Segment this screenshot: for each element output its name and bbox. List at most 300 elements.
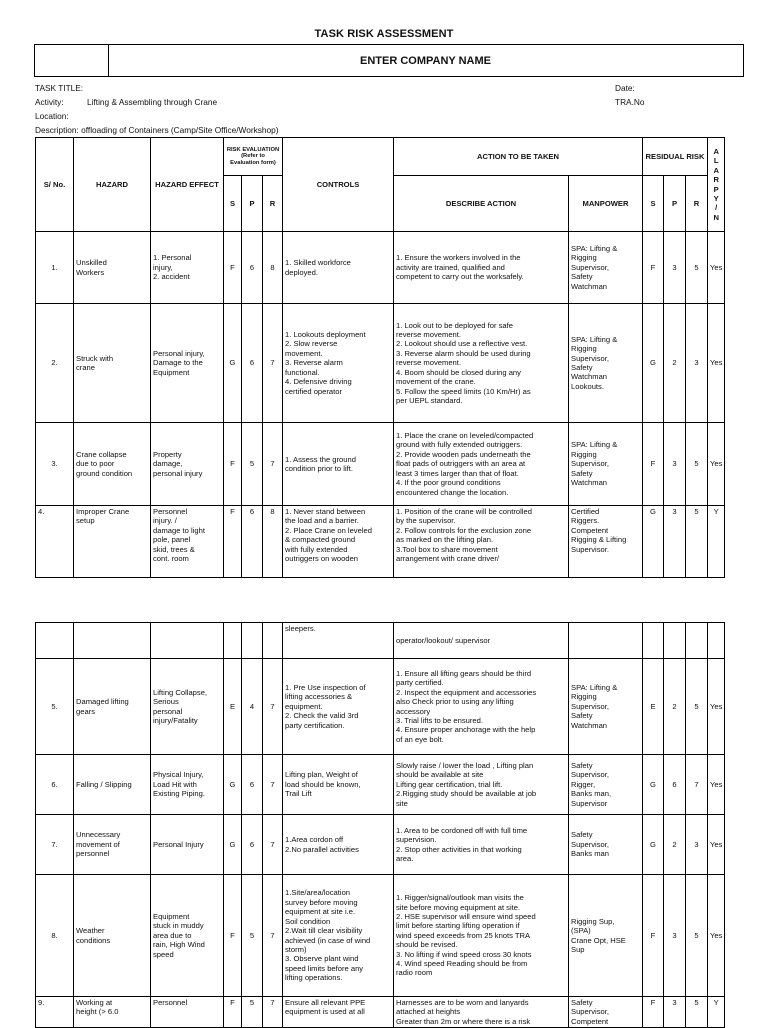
cell-manpower — [569, 815, 643, 875]
cell-rp: 2 — [664, 659, 686, 755]
controls-line: condition prior to lift. — [285, 464, 353, 473]
effect-line: Personal injury, — [153, 348, 205, 358]
effect-line: skid, trees & — [153, 544, 195, 554]
controls-line: outriggers on wooden — [285, 554, 359, 564]
controls-line: 2.No parallel activities — [285, 844, 359, 854]
action-line: Greater than 2m or where there is a risk — [396, 1016, 531, 1026]
company-header-box — [34, 44, 744, 77]
action-line: reverse movement. — [396, 330, 461, 340]
tra-no-label: TRA.No — [615, 97, 645, 107]
cell-alarp: Yes — [708, 755, 725, 815]
action-line: 3.Tool box to share movement — [396, 544, 498, 554]
action-line: movement of the crane. — [396, 377, 476, 387]
manpower-line: Watchman — [571, 478, 608, 488]
header-action-to-be-taken: ACTION TO BE TAKEN — [394, 138, 643, 176]
header-hazard-effect: HAZARD EFFECT — [151, 138, 224, 232]
manpower-line: Safety — [571, 760, 593, 770]
cell-r: 7 — [263, 997, 283, 1028]
cell-alarp: Yes — [708, 815, 725, 875]
cell-rr: 5 — [686, 875, 708, 997]
effect-line: stuck in muddy — [153, 921, 204, 931]
cell-hazard — [74, 304, 151, 423]
header-p: P — [242, 176, 263, 232]
manpower-line: Safety — [571, 468, 593, 478]
effect-line: injury, — [153, 262, 173, 272]
cell-rs: E — [643, 659, 664, 755]
activity-label: Activity: — [35, 97, 64, 107]
cell-controls — [283, 232, 394, 304]
cell-rs: F — [643, 997, 664, 1028]
controls-line: Soil condition — [285, 916, 331, 926]
cell-rr: 7 — [686, 755, 708, 815]
controls-line: 1.Site/area/location — [285, 888, 351, 898]
cell-alarp: Yes — [708, 875, 725, 997]
cell-controls — [283, 755, 394, 815]
effect-line: personal — [153, 706, 183, 716]
manpower-line: (SPA) — [571, 926, 591, 936]
cell-rr: 5 — [686, 659, 708, 755]
manpower-line: SPA: Lifting & — [571, 682, 618, 692]
cell-rs: F — [643, 232, 664, 304]
cell-effect — [151, 875, 224, 997]
action-line: supervision. — [396, 835, 437, 845]
table-row — [36, 997, 725, 1028]
cell-rp: 3 — [664, 875, 686, 997]
controls-line: 1. Lookouts deployment — [285, 330, 366, 340]
manpower-line: Rigging — [571, 449, 597, 459]
cell-manpower — [569, 506, 643, 578]
manpower-line: Safety — [571, 711, 593, 721]
action-line: site — [396, 798, 408, 808]
action-line: per UEPL standard. — [396, 395, 463, 405]
cell-manpower — [569, 997, 643, 1028]
manpower-line: Supervisor — [571, 798, 608, 808]
action-line: radio room — [396, 968, 433, 978]
cell-action — [394, 815, 569, 875]
hazard-line: Unnecessary — [76, 830, 121, 840]
table-row — [36, 659, 725, 755]
effect-line: Existing Piping. — [153, 789, 205, 799]
controls-line: lifting operations. — [285, 973, 343, 983]
cell-effect — [151, 659, 224, 755]
cell-rp: 3 — [664, 997, 686, 1028]
cell-rs: G — [643, 304, 664, 423]
action-line: attached at heights — [396, 1007, 461, 1017]
action-line: 1. Rigger/signal/outlook man visits the — [396, 893, 524, 903]
controls-line: & compacted ground — [285, 535, 356, 545]
controls-line: 2. Check the valid 3rd — [285, 711, 359, 721]
manpower-line: Safety — [571, 363, 593, 372]
action-line: 2. Lookout should use a reflective vest. — [396, 339, 528, 349]
header-alarp — [708, 138, 725, 232]
cell-r: 7 — [263, 875, 283, 997]
hazard-line: due to poor — [76, 459, 115, 469]
cell-controls — [283, 506, 394, 578]
action-line: least 3 times larger than that of float. — [396, 468, 519, 478]
cell-rr: 3 — [686, 815, 708, 875]
description-line — [35, 125, 279, 135]
alarp-letter: P — [713, 184, 719, 194]
cell-p: 6 — [242, 506, 263, 578]
cell-manpower — [569, 659, 643, 755]
action-line: 5. Follow the speed limits (10 Km/Hr) as — [396, 386, 531, 396]
cell-action — [394, 232, 569, 304]
effect-line: Lifting Collapse, — [153, 687, 208, 697]
cell-r: 7 — [263, 815, 283, 875]
controls-line: the load and a barrier. — [285, 516, 359, 526]
description-value: offloading of Containers (Camp/Site Office/Workshop) — [81, 125, 279, 135]
cell-no: 4. — [36, 506, 74, 578]
cell-p: 5 — [242, 875, 263, 997]
controls-line: 1. Skilled workforce — [285, 258, 351, 268]
action-line: should be available at site — [396, 770, 484, 780]
cell-hazard — [74, 875, 151, 997]
cell-rp: 6 — [664, 755, 686, 815]
cell-s: G — [224, 815, 242, 875]
manpower-line: Rigger, — [571, 779, 596, 789]
controls-line: equipment at site i.e. — [285, 907, 356, 917]
cell-no: 7. — [36, 815, 74, 875]
cell-rs: F — [643, 423, 664, 506]
action-line: encountered change the location. — [396, 487, 509, 497]
document-title: TASK RISK ASSESSMENT — [314, 28, 454, 40]
controls-line: 3. Observe plant wind — [285, 954, 359, 964]
cell-s: F — [224, 232, 242, 304]
controls-line: lifting accessories & — [285, 692, 353, 702]
cell-alarp: Yes — [708, 423, 725, 506]
manpower-line: Banks man, — [571, 789, 612, 799]
cell-no: 3. — [36, 423, 74, 506]
cell-action — [394, 506, 569, 578]
action-line: 2. Stop other activities in that working — [396, 844, 522, 854]
manpower-line: SPA: Lifting & — [571, 334, 618, 344]
hazard-line: Weather — [76, 926, 105, 936]
effect-line: 1. Personal — [153, 253, 192, 263]
continuation-row — [36, 623, 725, 659]
cell-rr: 5 — [686, 997, 708, 1028]
activity-value: Lifting & Assembling through Crane — [87, 97, 218, 107]
header-manpower: MANPOWER — [569, 176, 643, 232]
cell-action — [394, 997, 569, 1028]
controls-line: load should be known, — [285, 779, 361, 789]
cell-no: 9. — [36, 997, 74, 1028]
action-line: area. — [396, 853, 414, 863]
effect-line: Physical Injury, — [153, 770, 204, 780]
action-line: Slowly raise / lower the load , Lifting plan — [396, 760, 534, 770]
risk-table-page-2 — [35, 622, 725, 1028]
cell-s: G — [224, 755, 242, 815]
controls-line: equipment. — [285, 701, 323, 711]
table-row — [36, 304, 725, 423]
action-line: should be revised. — [396, 940, 458, 950]
cell-s: F — [224, 506, 242, 578]
cell-alarp: Yes — [708, 232, 725, 304]
alarp-letter: L — [713, 156, 719, 166]
effect-line: personal injury — [153, 468, 203, 478]
hazard-line: Falling / Slipping — [76, 779, 132, 789]
controls-line: 1. Assess the ground — [285, 454, 356, 464]
alarp-letter: Y — [713, 193, 719, 203]
hazard-line: conditions — [76, 935, 111, 945]
action-line: 1. Ensure the workers involved in the — [396, 253, 521, 263]
effect-line: Serious — [153, 697, 179, 707]
cell-s: F — [224, 423, 242, 506]
manpower-line: Supervisor, — [571, 701, 609, 711]
controls-line: with fully extended — [285, 544, 348, 554]
manpower-line: Safety — [571, 272, 593, 282]
cell-action — [394, 875, 569, 997]
cell-effect — [151, 304, 224, 423]
manpower-line: Certified — [571, 507, 600, 516]
controls-line: Ensure all relevant PPE — [285, 998, 366, 1007]
effect-line: Personnel — [153, 998, 188, 1007]
effect-line: Personnel — [153, 507, 188, 516]
effect-line: pole, panel — [153, 535, 191, 545]
continuation-controls: sleepers. — [283, 623, 394, 659]
effect-line: Equipment — [153, 911, 190, 921]
manpower-line: Rigging & Lifting — [571, 535, 627, 545]
description-label: Description: — [35, 125, 79, 135]
effect-line: Personal Injury — [153, 839, 204, 849]
manpower-line: Supervisor, — [571, 353, 609, 363]
cell-alarp: Y — [708, 506, 725, 578]
cell-rr: 3 — [686, 304, 708, 423]
controls-line: storm) — [285, 944, 307, 954]
action-line: ground with fully extended outriggers. — [396, 440, 523, 450]
controls-line: deployed. — [285, 267, 318, 277]
cell-rp: 3 — [664, 423, 686, 506]
cell-r: 8 — [263, 506, 283, 578]
cell-p: 6 — [242, 755, 263, 815]
table-row — [36, 423, 725, 506]
alarp-letter: A — [713, 146, 719, 156]
risk-table-page-1 — [35, 137, 725, 578]
action-line: 4. Ensure proper anchorage with the help — [396, 725, 536, 735]
hazard-line: height (> 6.0 — [76, 1007, 119, 1017]
cell-hazard — [74, 506, 151, 578]
action-line: 4. If the poor ground conditions — [396, 478, 501, 488]
cell-no: 8. — [36, 875, 74, 997]
cell-r: 7 — [263, 659, 283, 755]
action-line: 1. Position of the crane will be controlled — [396, 507, 532, 516]
manpower-line: Rigging Sup, — [571, 916, 615, 926]
controls-line: 2.Wait till clear visibility — [285, 926, 363, 936]
header-residual-r: R — [686, 176, 708, 232]
header-residual-p: P — [664, 176, 686, 232]
date-label: Date: — [615, 83, 635, 93]
action-line: of an eye bolt. — [396, 734, 444, 744]
effect-line: Equipment — [153, 367, 190, 377]
header-s: S — [224, 176, 242, 232]
manpower-line: Rigging — [571, 692, 597, 702]
cell-effect — [151, 506, 224, 578]
manpower-line: Competent — [571, 1016, 609, 1026]
cell-action — [394, 304, 569, 423]
hazard-line: Unskilled — [76, 258, 107, 268]
hazard-line: crane — [76, 363, 95, 372]
cell-p: 6 — [242, 304, 263, 423]
alarp-letter: / — [715, 203, 718, 213]
cell-s: F — [224, 875, 242, 997]
controls-line: speed limits before any — [285, 963, 364, 973]
manpower-line: Supervisor, — [571, 459, 609, 469]
cell-action — [394, 659, 569, 755]
manpower-line: Sup — [571, 944, 585, 954]
action-line: party certified. — [396, 678, 444, 688]
cell-rp: 2 — [664, 815, 686, 875]
cell-manpower — [569, 304, 643, 423]
cell-rp: 2 — [664, 304, 686, 423]
effect-line: damage, — [153, 459, 183, 469]
cell-effect — [151, 232, 224, 304]
cell-action — [394, 423, 569, 506]
action-line: 4. Boom should be closed during any — [396, 367, 521, 377]
cell-no: 1. — [36, 232, 74, 304]
location-label: Location: — [35, 111, 69, 121]
table-row — [36, 506, 725, 578]
action-line: arrangement with crane driver/ — [396, 554, 499, 564]
manpower-line: Supervisor, — [571, 1007, 609, 1017]
controls-line: equipment is used at all — [285, 1007, 365, 1017]
action-line: 2. Inspect the equipment and accessories — [396, 687, 537, 697]
action-line: limit before starting lifting operation if — [396, 921, 520, 931]
cell-no: 2. — [36, 304, 74, 423]
effect-line: Property — [153, 449, 182, 459]
controls-line: 1.Area cordon off — [285, 835, 344, 845]
cell-hazard — [74, 997, 151, 1028]
controls-line: 4. Defensive driving — [285, 377, 352, 387]
action-line: 1. Ensure all lifting gears should be third — [396, 668, 532, 678]
cell-r: 7 — [263, 304, 283, 423]
cell-controls — [283, 815, 394, 875]
manpower-line: Rigging — [571, 253, 597, 263]
action-line: also Check prior to using any lifting — [396, 697, 514, 707]
cell-alarp: Yes — [708, 659, 725, 755]
cell-rs: G — [643, 815, 664, 875]
action-line: 1. Place the crane on leveled/compacted — [396, 431, 534, 441]
manpower-line: Rigging — [571, 344, 597, 354]
action-line: wind speed exceeds from 25 knots TRA — [396, 930, 531, 940]
table-row — [36, 815, 725, 875]
cell-effect — [151, 815, 224, 875]
table-row — [36, 755, 725, 815]
alarp-letter: R — [713, 175, 719, 185]
table-row — [36, 875, 725, 997]
controls-line: 3. Reverse alarm — [285, 358, 343, 368]
hazard-line: Workers — [76, 267, 105, 277]
action-line: 2. Provide wooden pads underneath the — [396, 449, 531, 459]
manpower-line: Safety — [571, 998, 593, 1007]
manpower-line: Watchman — [571, 720, 608, 730]
task-title-label: TASK TITLE: — [35, 83, 84, 93]
hazard-line: Improper Crane — [76, 507, 130, 516]
action-line: Lifting gear certification, trial lift. — [396, 779, 503, 789]
action-line: accessory — [396, 706, 431, 716]
action-line: as marked on the lifting plan. — [396, 535, 494, 545]
cell-effect — [151, 755, 224, 815]
cell-no: 5. — [36, 659, 74, 755]
cell-controls — [283, 875, 394, 997]
risk-rows-page-2 — [36, 659, 725, 1028]
header-residual-risk: RESIDUAL RISK — [643, 138, 708, 176]
cell-action — [394, 755, 569, 815]
hazard-line: Damaged lifting — [76, 697, 129, 707]
alarp-letter: A — [713, 165, 719, 175]
cell-rr: 5 — [686, 423, 708, 506]
manpower-line: SPA: Lifting & — [571, 243, 618, 253]
manpower-line: Watchman — [571, 372, 608, 382]
cell-rs: G — [643, 506, 664, 578]
manpower-line: Crane Opt, HSE — [571, 935, 626, 945]
controls-line: achieved (in case of wind — [285, 935, 371, 945]
manpower-line: Competent — [571, 525, 609, 535]
manpower-line: Safety — [571, 830, 593, 840]
cell-p: 6 — [242, 232, 263, 304]
cell-rr: 5 — [686, 506, 708, 578]
cell-alarp: Yes — [708, 304, 725, 423]
cell-r: 7 — [263, 423, 283, 506]
effect-line: area due to — [153, 930, 192, 940]
cell-manpower — [569, 232, 643, 304]
action-line: reverse movement. — [396, 358, 461, 368]
cell-p: 6 — [242, 815, 263, 875]
company-name: ENTER COMPANY NAME — [360, 54, 491, 67]
action-line: competent to carry out the worksafely. — [396, 272, 524, 282]
hazard-line: Crane collapse — [76, 449, 127, 459]
manpower-line: Supervisor, — [571, 770, 609, 780]
cell-rp: 3 — [664, 506, 686, 578]
cell-r: 8 — [263, 232, 283, 304]
header-describe-action: DESCRIBE ACTION — [394, 176, 569, 232]
cell-p: 5 — [242, 423, 263, 506]
cell-controls — [283, 423, 394, 506]
cell-effect — [151, 423, 224, 506]
manpower-line: Banks man — [571, 849, 609, 859]
header-r: R — [263, 176, 283, 232]
manpower-line: Supervisor. — [571, 544, 609, 554]
controls-line: 1. Never stand between — [285, 507, 366, 516]
manpower-line: Supervisor, — [571, 262, 609, 272]
alarp-letter: N — [713, 212, 719, 222]
effect-line: speed — [153, 949, 174, 959]
effect-line: rain, High Wind — [153, 940, 205, 950]
cell-manpower — [569, 423, 643, 506]
cell-r: 7 — [263, 755, 283, 815]
cell-rs: F — [643, 875, 664, 997]
cell-p: 4 — [242, 659, 263, 755]
cell-rr: 5 — [686, 232, 708, 304]
effect-line: 2. accident — [153, 272, 190, 282]
header-controls: CONTROLS — [283, 138, 394, 232]
cell-rs: G — [643, 755, 664, 815]
action-line: by the supervisor. — [396, 516, 456, 526]
manpower-line: Riggers. — [571, 516, 600, 526]
cell-hazard — [74, 755, 151, 815]
cell-rp: 3 — [664, 232, 686, 304]
action-line: 4. Wind speed Reading should be from — [396, 959, 528, 969]
manpower-line: Supervisor, — [571, 839, 609, 849]
cell-controls — [283, 304, 394, 423]
action-line: site before moving equipment at site. — [396, 902, 521, 912]
cell-controls — [283, 659, 394, 755]
hazard-line: gears — [76, 706, 95, 716]
hazard-line: personnel — [76, 849, 110, 859]
action-line: 2.Rigging study should be available at job — [396, 789, 537, 799]
controls-line: 2. Slow reverse — [285, 339, 338, 349]
header-hazard: HAZARD — [74, 138, 151, 232]
risk-rows-page-1 — [36, 232, 725, 578]
hazard-line: Working at — [76, 998, 113, 1007]
